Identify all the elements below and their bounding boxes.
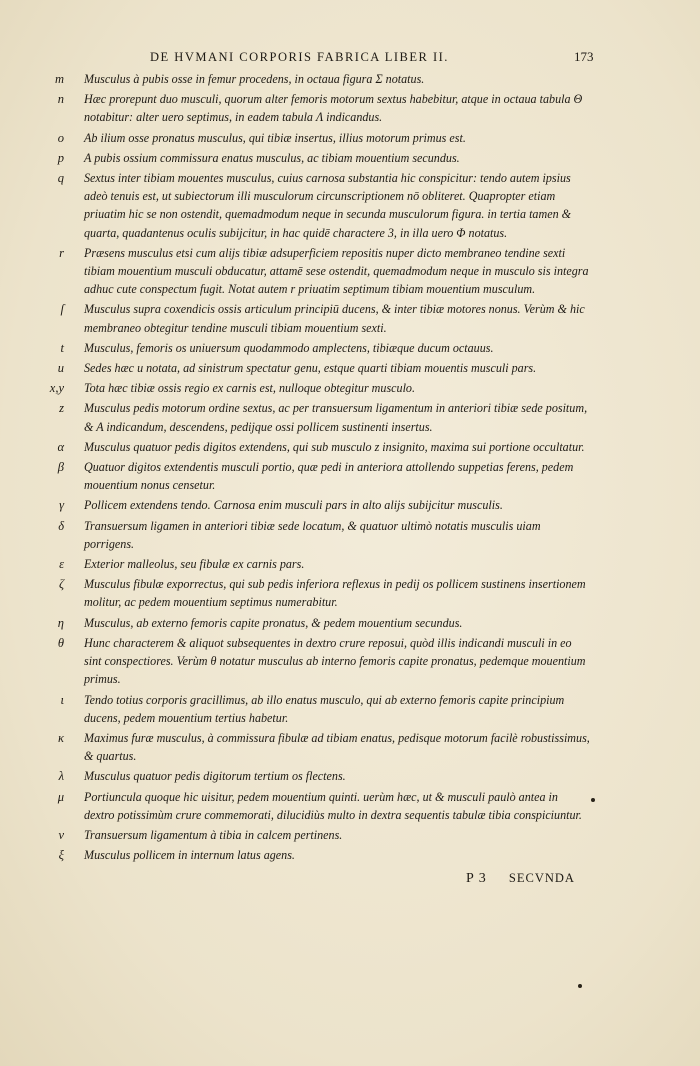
list-item xyxy=(0,379,700,397)
list-item xyxy=(0,438,700,456)
entry-mark: α xyxy=(57,439,64,454)
entry-text: Musculus, ab externo femoris capite pronatus, & pedem mouentium secundus. xyxy=(84,615,463,630)
entry-text: Musculus, femoris os uniuersum quodammodo amplectens, tibiæque ducum octauus. xyxy=(84,340,494,355)
entry-text: Pollicem extendens tendo. Carnosa enim musculi pars in alto alijs subijcitur musculis. xyxy=(84,498,503,513)
entry-mark: ι xyxy=(60,692,64,707)
entry-mark: x,y xyxy=(49,381,64,396)
footer-line xyxy=(466,871,575,887)
entry-mark: u xyxy=(57,361,64,376)
entry-mark: z xyxy=(59,401,64,416)
entry-mark: r xyxy=(59,245,64,260)
entry-mark: θ xyxy=(57,635,64,650)
list-item xyxy=(0,300,700,336)
list-item xyxy=(0,788,700,824)
entry-text: Musculus pollicem in internum latus agens. xyxy=(84,848,295,863)
entry-mark: q xyxy=(57,171,64,186)
entry-text: Præsens musculus etsi cum alijs tibiæ adsuperficiem repositis nuper dicto membraneo tendine sexti tibiam mouentium musculi obducatur, attamē sese ostendit, quemadmodum neque in musculo sis integra adhuc cute conspectum fugit. Notat autem r priuatim septimum tibiam mouentium musculum. xyxy=(84,245,589,297)
catchword: SECVNDA xyxy=(508,871,575,885)
entry-text: Exterior malleolus, seu fibulæ ex carnis pars. xyxy=(84,557,305,572)
list-item xyxy=(0,846,700,864)
entry-mark: γ xyxy=(59,498,64,513)
list-item xyxy=(0,634,700,689)
entry-mark: η xyxy=(57,615,64,630)
entry-text: Musculus fibulæ exporrectus, qui sub pedis inferiora reflexus in pedij os pollicem sustinens insertionem molitur, ac pedem mouentium septimus numerabitur. xyxy=(84,577,586,610)
entry-mark: λ xyxy=(58,769,64,784)
entry-mark: β xyxy=(57,460,64,475)
entry-text: Hæc prorepunt duo musculi, quorum alter femoris motorum sextus habebitur, atque in octaua tabula Θ notabitur: alter uero septimus, in eadem tabula Λ indicandus. xyxy=(84,92,583,125)
list-item xyxy=(0,575,700,611)
entry-text: Portiuncula quoque hic uisitur, pedem mouentium quinti. uerùm hæc, ut & musculi paulò antea in dextro potissimùm crure commemorati, dilucidiùs multo in dextra sequentis tabulæ tibia conspiciuntur. xyxy=(84,789,582,822)
entry-mark: κ xyxy=(58,730,64,745)
list-item xyxy=(0,517,700,553)
list-item xyxy=(0,555,700,573)
list-item xyxy=(0,691,700,727)
entry-text: Transuersum ligamen in anteriori tibiæ sede locatum, & quatuor ultimò notatis musculis uiam porrigens. xyxy=(84,518,541,551)
entry-mark: ε xyxy=(59,557,64,572)
entry-text: Quatuor digitos extendentis musculi portio, quæ pedi in anteriora attollendo suppetias ferens, pedem mouentium nonus censetur. xyxy=(84,460,574,493)
list-item xyxy=(0,149,700,167)
entry-text: A pubis ossium commissura enatus musculus, ac tibiam mouentium secundus. xyxy=(84,150,460,165)
entry-text: Tendo totius corporis gracillimus, ab illo enatus musculo, qui ab externo femoris capite principium ducens, pedem mouentium tertius habetur. xyxy=(84,692,565,725)
entry-text: Tota hæc tibiæ ossis regio ex carnis est, nulloque obtegitur musculo. xyxy=(84,381,416,396)
list-item xyxy=(0,496,700,514)
list-item xyxy=(0,129,700,147)
running-head: DE HVMANI CORPORIS FABRICA LIBER II. xyxy=(150,50,449,64)
folio-number: 173 xyxy=(574,49,594,64)
entry-mark: n xyxy=(57,92,64,107)
entry-mark: t xyxy=(60,340,64,355)
list-item xyxy=(0,399,700,435)
entry-mark: ξ xyxy=(58,848,64,863)
entry-text: Musculus quatuor pedis digitorum tertium os flectens. xyxy=(84,769,346,784)
entry-text: Musculus quatuor pedis digitos extendens, qui sub musculo z insignito, maxima sui portione occultatur. xyxy=(84,439,585,454)
entry-mark: ſ xyxy=(60,302,64,317)
list-item xyxy=(0,729,700,765)
entry-mark: p xyxy=(57,150,64,165)
entry-text: Maximus furæ musculus, à commissura fibulæ ad tibiam enatus, pedisque motorum facilè robustissimus, & quartus. xyxy=(84,730,590,764)
entry-mark: δ xyxy=(58,518,64,533)
list-item xyxy=(0,169,700,242)
ink-speck xyxy=(591,798,595,802)
entry-text: Musculus pedis motorum ordine sextus, ac per transuersum ligamentum in anteriori tibiæ sede positum, & A indicandum, descendens, pedijque ossi pollicem sustinenti insertus. xyxy=(84,401,588,434)
entry-text: Sedes hæc u notata, ad sinistrum spectatur genu, estque quarti tibiam mouentis musculi pars. xyxy=(84,361,537,376)
list-item xyxy=(0,614,700,632)
entry-text: Musculus à pubis osse in femur procedens, in octaua figura Σ notatus. xyxy=(84,72,425,86)
annotation-list xyxy=(0,70,700,866)
signature-mark: P 3 xyxy=(466,871,487,886)
list-item xyxy=(0,826,700,844)
list-item xyxy=(0,90,700,126)
entry-text: Sextus inter tibiam mouentes musculus, cuius carnosa substantia hic conspicitur: tendo autem ipsius adeò tenuis est, ut subiectorum illi musculorum circunscriptionem nō obliteret. Quapropter etiam priuatim hic se non ostendit, quemadmodum neque in secunda musculorum figura. in tertia tamen & quarta, quadantenus oculis subijcitur, in hac quidē charactere 3, in illa uero Φ notatus. xyxy=(84,171,572,240)
entry-mark: μ xyxy=(57,789,64,804)
entry-text: Ab ilium osse pronatus musculus, qui tibiæ insertus, illius motorum primus est. xyxy=(84,130,466,145)
entry-text: Hunc characterem & aliquot subsequentes in dextro crure reposui, quòd illis indicandi musculi in eo sint conspectiores. Verùm θ notatur musculus ab interno femoris capite pronatus, pedemque mouentium primus. xyxy=(84,635,586,687)
list-item xyxy=(0,244,700,299)
entry-mark: ν xyxy=(58,827,64,842)
list-item xyxy=(0,70,700,88)
list-item xyxy=(0,339,700,357)
ink-speck xyxy=(578,984,582,988)
entry-text: Transuersum ligamentum à tibia in calcem pertinens. xyxy=(84,827,343,842)
entry-text: Musculus supra coxendicis ossis articulum principiū ducens, & inter tibiæ motores nonus. Verùm & hic membraneo obtegitur tendine musculi tibiam mouentium sexti. xyxy=(84,302,585,335)
list-item xyxy=(0,458,700,494)
entry-mark: o xyxy=(57,130,64,145)
entry-mark: m xyxy=(54,72,64,86)
list-item xyxy=(0,767,700,785)
list-item xyxy=(0,359,700,377)
entry-mark: ζ xyxy=(58,577,64,592)
